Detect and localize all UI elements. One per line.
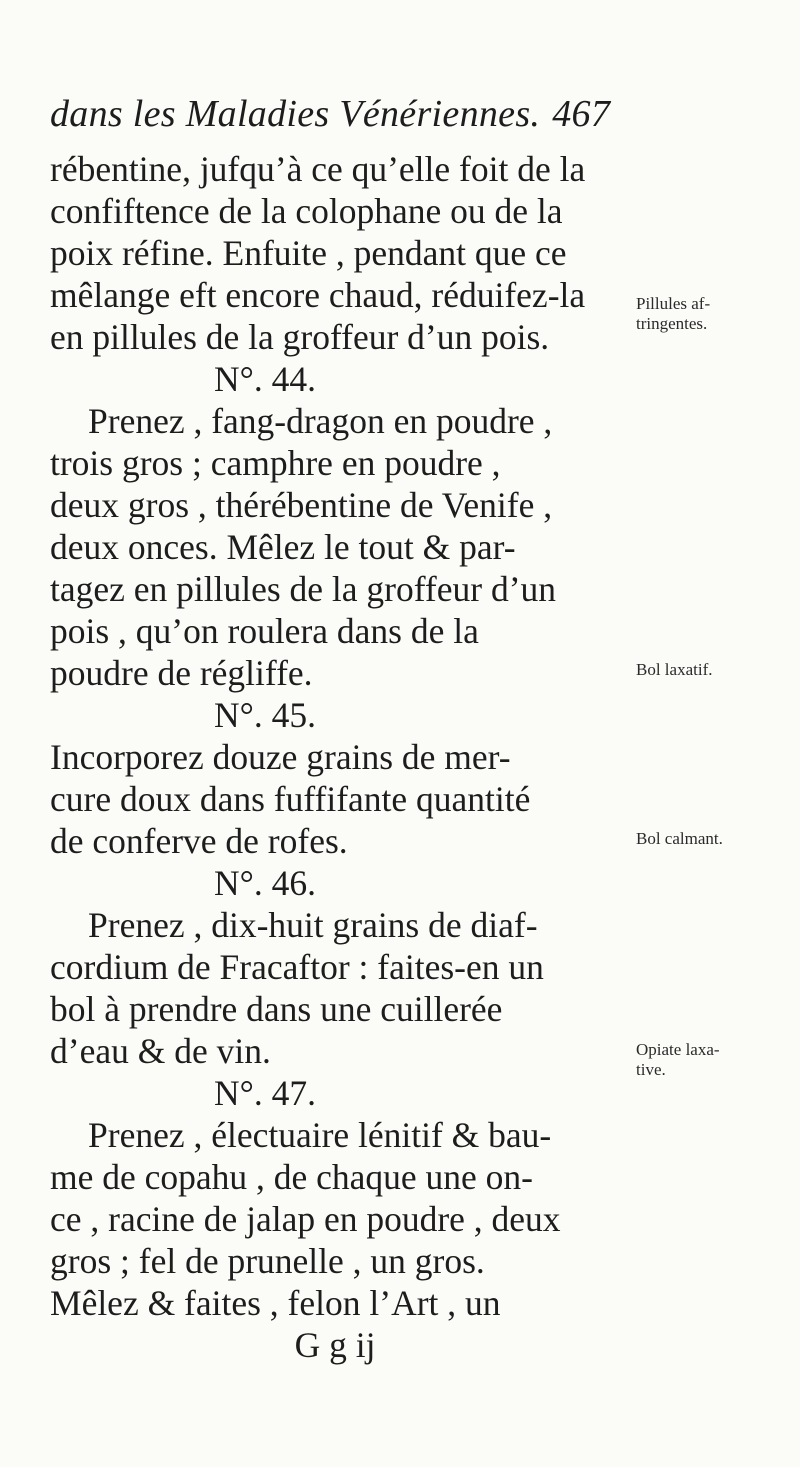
text-line: de conferve de rofes. — [50, 821, 348, 861]
recipe-number: N°. 45. — [214, 695, 316, 735]
text-line: rébentine, jufqu’à ce qu’elle foit de la — [50, 149, 586, 189]
signature-mark: G g ij — [294, 1325, 376, 1365]
margin-note-line: Opiate laxa- — [636, 1040, 720, 1059]
text-line: ce , racine de jalap en poudre , deux — [50, 1199, 561, 1239]
margin-note-line: tive. — [636, 1060, 666, 1079]
text-line: pois , qu’on roulera dans de la — [50, 611, 479, 651]
text-line: Prenez , électuaire lénitif & bau- — [88, 1115, 552, 1155]
margin-note — [636, 294, 710, 334]
text-line: d’eau & de vin. — [50, 1031, 271, 1071]
text-line: Prenez , fang-dragon en poudre , — [88, 401, 553, 441]
text-line: gros ; fel de prunelle , un gros. — [50, 1241, 485, 1281]
margin-note — [636, 1040, 720, 1080]
margin-note-line: tringentes. — [636, 314, 708, 333]
text-line: deux onces. Mêlez le tout & par- — [50, 527, 516, 567]
text-line: me de copahu , de chaque une on- — [50, 1157, 533, 1197]
recipe-number: N°. 46. — [214, 863, 316, 903]
running-head-title: dans les Maladies Vénériennes. — [50, 93, 541, 135]
text-line: cure doux dans fuffifante quantité — [50, 779, 531, 819]
text-line: cordium de Fracaftor : faites-en un — [50, 947, 544, 987]
margin-note — [636, 829, 723, 849]
text-line: confiftence de la colophane ou de la — [50, 191, 563, 231]
margin-note-line: Bol laxatif. — [636, 660, 713, 679]
text-line: poix réfine. Enfuite , pendant que ce — [50, 233, 567, 273]
running-head — [50, 92, 650, 136]
recipe-number: N°. 44. — [214, 359, 316, 399]
body-text — [50, 148, 620, 1366]
text-line: trois gros ; camphre en poudre , — [50, 443, 501, 483]
text-line: tagez en pillules de la groffeur d’un — [50, 569, 557, 609]
text-line: poudre de régliffe. — [50, 653, 313, 693]
text-line: Mêlez & faites , felon l’Art , un — [50, 1283, 501, 1323]
margin-note — [636, 660, 712, 680]
text-line: deux gros , thérébentine de Venife , — [50, 485, 553, 525]
text-line: bol à prendre dans une cuillerée — [50, 989, 503, 1029]
text-line: en pillules de la groffeur d’un pois. — [50, 317, 550, 357]
margin-note-line: Pillules af- — [636, 294, 711, 313]
page-number: 467 — [552, 93, 611, 135]
text-line: Incorporez douze grains de mer- — [50, 737, 511, 777]
margin-note-line: Bol calmant. — [636, 829, 723, 848]
text-line: Prenez , dix-huit grains de diaf- — [88, 905, 538, 945]
text-line: mêlange eft encore chaud, réduifez-la — [50, 275, 586, 315]
recipe-number: N°. 47. — [214, 1073, 316, 1113]
